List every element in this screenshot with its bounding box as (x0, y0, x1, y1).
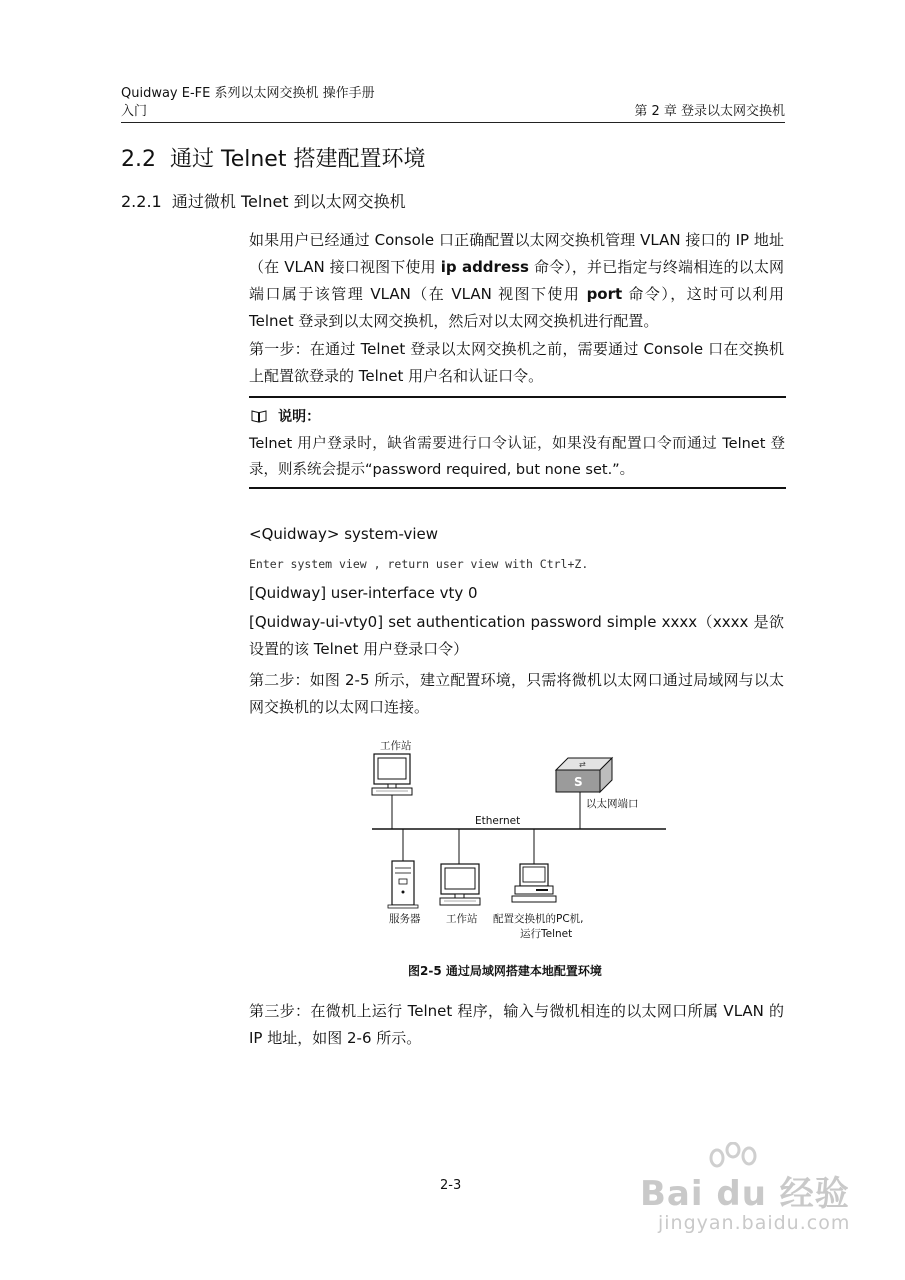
step3-paragraph (249, 998, 784, 1052)
command-output: Enter system view , return user view with Ctrl+Z. (249, 557, 589, 571)
svg-text:S: S (574, 775, 583, 789)
subsection-title: 通过微机 Telnet 到以太网交换机 (171, 192, 406, 211)
label-ethernet: Ethernet (475, 815, 521, 827)
section-number: 2.2 (121, 147, 156, 172)
intro-text-2: 命令），并已指定与终端相连的以太网端口属于该管理 VLAN（在 VLAN 视图下使用 (249, 258, 784, 303)
workstation-top-icon (372, 754, 412, 795)
section-title: 通过 Telnet 搭建配置环境 (170, 147, 426, 172)
command-3: [Quidway] user-interface vty 0 (249, 584, 478, 602)
config-pc-icon (512, 864, 556, 902)
workstation-bottom-icon (440, 864, 480, 905)
label-switch-port: 以太网端口 (586, 798, 639, 810)
intro-text-3: 命令），这时可以利用 Telnet 登录到以太网交换机，然后对以太网交换机进行配置。 (249, 285, 784, 330)
switch-icon (556, 758, 612, 792)
label-server: 服务器 (389, 913, 421, 925)
step3-text: 第三步：在微机上运行 Telnet 程序，输入与微机相连的以太网口所属 VLAN 的 IP 地址，如图 2-6 所示。 (249, 1002, 784, 1047)
ip-address-command: ip address (440, 258, 529, 276)
port-command: port (586, 285, 623, 303)
svg-text:⇄: ⇄ (579, 760, 586, 769)
header-left: 入门 (121, 104, 148, 119)
label-config-pc-1: 配置交换机的PC机, (493, 913, 584, 925)
command-1: <Quidway> system-view (249, 525, 439, 543)
paw-icon (705, 1142, 765, 1186)
note-text: Telnet 用户登录时，缺省需要进行口令认证，如果没有配置口令而通过 Telnet 登录，则系统会提示“password required, but none set.”。 (249, 436, 785, 478)
label-workstation-top: 工作站 (380, 740, 412, 752)
step1-text: 第一步：在通过 Telnet 登录以太网交换机之前，需要通过 Console 口在交换机上配置欲登录的 Telnet 用户名和认证口令。 (249, 340, 784, 385)
page-number: 2-3 (440, 1178, 462, 1193)
label-workstation-bottom: 工作站 (446, 913, 478, 925)
header-title: Quidway E-FE 系列以太网交换机 操作手册 (121, 86, 375, 101)
figure-caption: 图2-5 通过局域网搭建本地配置环境 (408, 964, 602, 978)
command-4-text: [Quidway-ui-vty0] set authentication password simple xxxx（xxxx 是欲设置的该 Telnet 用户登录口令） (249, 613, 784, 658)
watermark-brand: Bai du 经验 (640, 1174, 850, 1214)
server-icon (388, 861, 418, 908)
note-title: 说明： (278, 409, 321, 425)
label-config-pc-2: 运行Telnet (520, 928, 573, 940)
subsection-number: 2.2.1 (121, 192, 162, 211)
intro-text-1: 如果用户已经通过 Console 口正确配置以太网交换机管理 VLAN 接口的 IP 地址（在 VLAN 接口视图下使用 (249, 231, 784, 276)
step2-text: 第二步：如图 2-5 所示，建立配置环境，只需将微机以太网口通过局域网与以太网交换机的以太网口连接。 (249, 671, 784, 716)
header-chapter: 第 2 章 登录以太网交换机 (634, 104, 785, 119)
watermark-url: jingyan.baidu.com (658, 1212, 851, 1234)
